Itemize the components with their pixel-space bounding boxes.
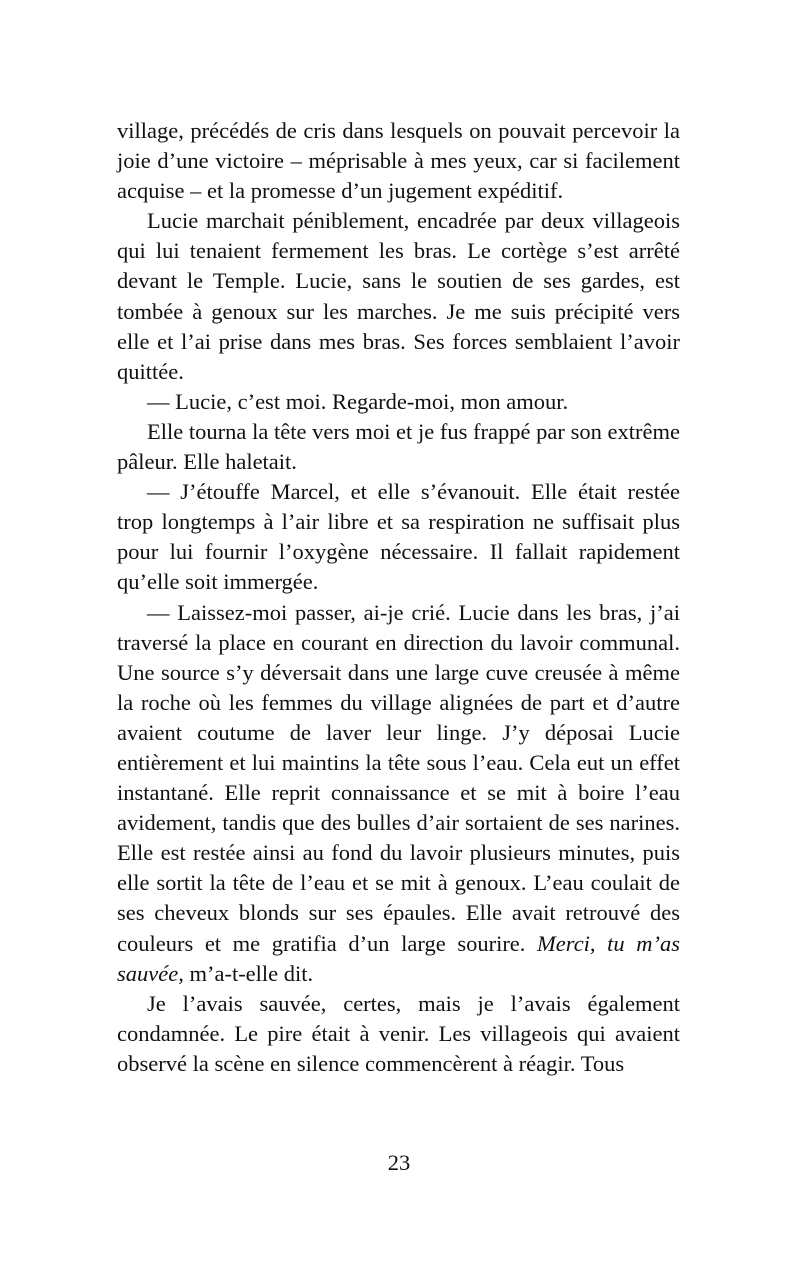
paragraph-6-italic: Merci, tu m’as sauvée, [117,930,681,986]
paragraph-6 [117,598,680,989]
paragraph-5: — J’étouffe Marcel, et elle s’évanouit. Elle était restée trop longtemps à l’air libre et sa respiration ne suffisait plus pour lui fournir l’oxygène nécessaire. Il fallait rapidement qu’elle soit immergée. [117,479,680,595]
paragraph-1: village, précédés de cris dans lesquels on pouvait percevoir la joie d’une victoire – méprisable à mes yeux, car si facilement acquise – et la promesse d’un jugement expéditif. [117,118,680,204]
paragraph-3: — Lucie, c’est moi. Regarde-moi, mon amour. [147,388,569,414]
body-text [117,116,680,1079]
paragraph-4: Elle tourna la tête vers moi et je fus frappé par son extrême pâleur. Elle haletait. [117,418,680,475]
page-number: 23 [387,1150,411,1175]
paragraph-7: Je l’avais sauvée, certes, mais je l’avais également condamnée. Le pire était à venir. Les villageois qui avaient observé la scène en silence commencèrent à réagir. Tous [117,990,680,1076]
paragraph-6-main: — Laissez-moi passer, ai-je crié. Lucie dans les bras, j’ai traversé la place en courant en direction du lavoir communal. Une source s’y déversait dans une large cuve creusée à même la roche où les femmes du village alignées de part et d’autre avaient coutume de laver leur linge. J’y déposai Lucie entièrement et lui maintins la tête sous l’eau. Cela eut un effet instantané. Elle reprit connaissance et se mit à boire l’eau avidement, tandis que des bulles d’air sortaient de ses narines. Elle est restée ainsi au fond du lavoir plusieurs minutes, puis elle sortit la tête de l’eau et se mit à genoux. L’eau coulait de ses cheveux blonds sur ses épaules. Elle avait retrouvé des couleurs et me gratifia d’un large sourire. [117,599,680,956]
paragraph-6-tail: m’a-t-elle dit. [189,960,314,986]
paragraph-2: Lucie marchait péniblement, encadrée par deux villageois qui lui tenaient fermement les bras. Le cortège s’est arrêté devant le Temple. Lucie, sans le soutien de ses gardes, est tombée à genoux sur les marches. Je me suis précipité vers elle et l’ai prise dans mes bras. Ses forces semblaient l’avoir quittée. [117,208,680,384]
